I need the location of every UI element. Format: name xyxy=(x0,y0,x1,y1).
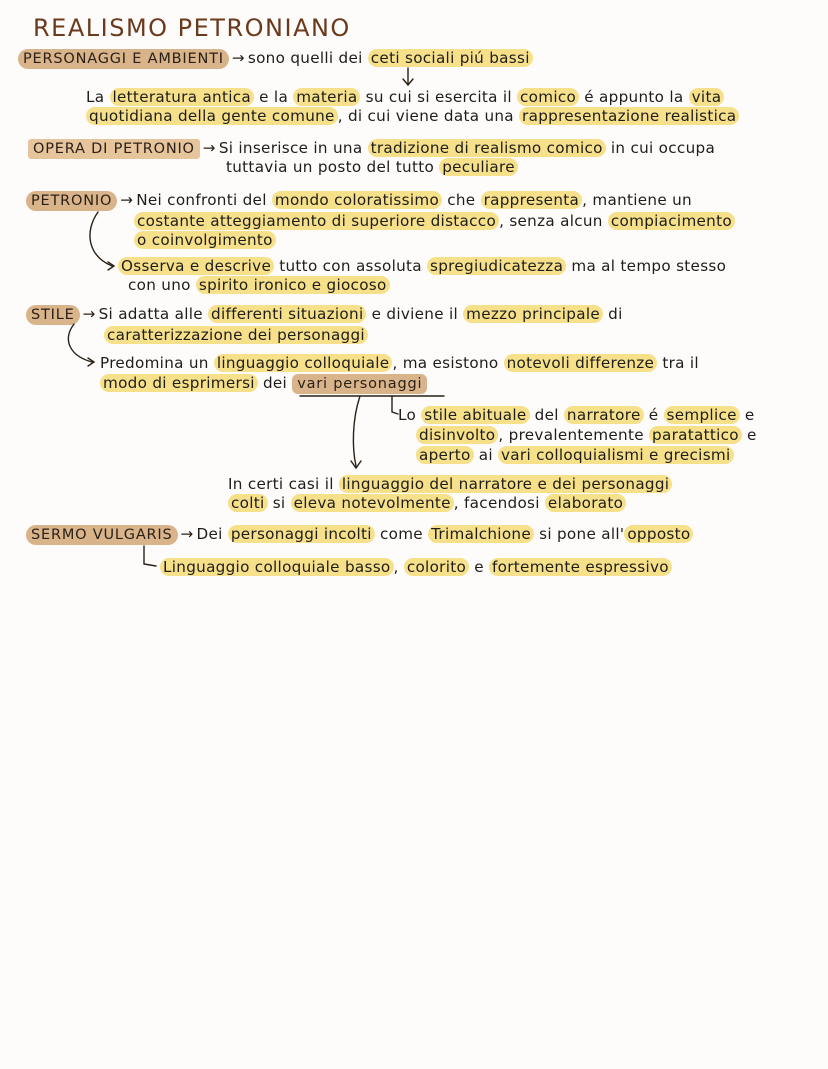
highlight: colorito xyxy=(404,558,469,576)
text: é xyxy=(648,406,659,424)
highlight: opposto xyxy=(624,525,693,543)
highlight: rappresenta xyxy=(481,191,583,209)
highlight: ceti sociali piú bassi xyxy=(368,49,533,67)
paragraph-line xyxy=(134,212,735,231)
text: Nei confronti del xyxy=(136,191,267,209)
paragraph-line xyxy=(100,374,429,394)
highlight: aperto xyxy=(416,446,474,464)
tag-sermo-vulgaris: SERMO VULGARIS xyxy=(26,525,178,545)
text: si pone all' xyxy=(539,525,625,543)
down-arrow-head xyxy=(403,79,413,85)
arrow-icon: → xyxy=(120,191,134,209)
text: é appunto la xyxy=(584,88,684,106)
highlight: o coinvolgimento xyxy=(134,231,276,249)
highlight: semplice xyxy=(664,406,740,424)
text: In certi casi il xyxy=(228,475,334,493)
text: e la xyxy=(259,88,289,106)
text: , ma esistono xyxy=(392,354,499,372)
highlight: fortemente espressivo xyxy=(489,558,672,576)
paragraph-line xyxy=(86,107,739,126)
text: e xyxy=(474,558,484,576)
text: dei xyxy=(262,374,288,392)
arrow-icon: → xyxy=(180,525,194,543)
highlight: narratore xyxy=(564,406,644,424)
paragraph-line xyxy=(128,276,390,295)
text: del xyxy=(534,406,559,424)
text: , di cui viene data una xyxy=(337,107,514,125)
highlight: Trimalchione xyxy=(428,525,534,543)
text: si xyxy=(272,494,286,512)
highlight: linguaggio del narratore e dei personaggi xyxy=(339,475,672,493)
highlight: Osserva e descrive xyxy=(118,257,274,275)
text: Si inserisce in una xyxy=(218,139,363,157)
curved-arrow-icon xyxy=(90,212,112,266)
highlight: quotidiana della gente comune xyxy=(86,107,338,125)
highlight: notevoli differenze xyxy=(504,354,658,372)
text: , xyxy=(393,558,399,576)
paragraph-line xyxy=(228,494,626,513)
highlight: tradizione di realismo comico xyxy=(368,139,606,157)
section-stile xyxy=(26,305,623,325)
paragraph-line xyxy=(160,558,672,577)
curved-arrow-icon xyxy=(68,324,92,362)
branch-line xyxy=(416,446,734,465)
text: di xyxy=(608,305,623,323)
highlight: modo di esprimersi xyxy=(100,374,258,392)
highlight: mezzo principale xyxy=(463,305,603,323)
highlight: colti xyxy=(228,494,268,512)
paragraph-line xyxy=(86,88,724,107)
branch-arrow-icon xyxy=(144,546,156,566)
arrow-icon: → xyxy=(231,49,245,67)
tag-petronio: PETRONIO xyxy=(26,191,117,211)
text: , senza alcun xyxy=(499,212,603,230)
text: ai xyxy=(478,446,493,464)
text: sono quelli dei xyxy=(247,49,363,67)
highlight: spregiudicatezza xyxy=(427,257,566,275)
tag-vari-personaggi: vari personaggi xyxy=(292,374,427,394)
text: tuttavia un posto del tutto xyxy=(226,158,435,176)
highlight: paratattico xyxy=(649,426,742,444)
text: Lo xyxy=(398,406,417,424)
page-title: REALISMO PETRONIANO xyxy=(33,14,351,42)
text: , facendosi xyxy=(453,494,540,512)
highlight: personaggi incolti xyxy=(228,525,375,543)
text: con uno xyxy=(128,276,191,294)
text: Si adatta alle xyxy=(98,305,203,323)
text: ma al tempo stesso xyxy=(571,257,727,275)
paragraph-line xyxy=(104,326,368,345)
arrow-icon: → xyxy=(202,139,216,157)
highlight: elaborato xyxy=(545,494,626,512)
paragraph-line xyxy=(118,257,726,276)
highlight: disinvolto xyxy=(416,426,498,444)
text: e xyxy=(747,426,757,444)
text: tutto con assoluta xyxy=(279,257,422,275)
paragraph-line xyxy=(134,231,276,250)
section-opera-di-petronio xyxy=(28,139,715,159)
highlight: differenti situazioni xyxy=(208,305,366,323)
highlight: costante atteggiamento di superiore distacco xyxy=(134,212,499,230)
highlight: comico xyxy=(517,88,579,106)
text: e xyxy=(744,406,755,424)
text: su cui si esercita il xyxy=(365,88,512,106)
text: come xyxy=(379,525,423,543)
highlight: spirito ironico e giocoso xyxy=(196,276,390,294)
highlight: Linguaggio colloquiale basso xyxy=(160,558,394,576)
highlight: caratterizzazione dei personaggi xyxy=(104,326,368,344)
section-personaggi-ambienti xyxy=(18,49,533,69)
text: Dei xyxy=(196,525,223,543)
highlight: vari colloquialismi e grecismi xyxy=(498,446,734,464)
highlight: materia xyxy=(293,88,360,106)
highlight: letteratura antica xyxy=(110,88,255,106)
paragraph-line xyxy=(228,475,672,494)
highlight: vita xyxy=(689,88,725,106)
highlight: rappresentazione realistica xyxy=(519,107,739,125)
down-arrow-icon xyxy=(353,396,360,466)
text: , prevalentemente xyxy=(498,426,644,444)
section-petronio xyxy=(26,191,692,211)
highlight: eleva notevolmente xyxy=(291,494,454,512)
highlight: linguaggio colloquiale xyxy=(214,354,393,372)
text: in cui occupa xyxy=(610,139,716,157)
highlight: peculiare xyxy=(439,158,518,176)
branch-line xyxy=(398,406,755,425)
tag-personaggi-ambienti: PERSONAGGI E AMBIENTI xyxy=(18,49,229,69)
tag-opera-di-petronio: OPERA DI PETRONIO xyxy=(28,139,200,159)
text: che xyxy=(447,191,476,209)
curved-arrow-head xyxy=(108,262,114,270)
branch-line xyxy=(416,426,757,445)
down-arrow-head xyxy=(351,461,361,468)
tag-stile: STILE xyxy=(26,305,80,325)
text: La xyxy=(86,88,105,106)
text: Predomina un xyxy=(100,354,209,372)
highlight: compiacimento xyxy=(608,212,735,230)
highlight: mondo coloratissimo xyxy=(272,191,442,209)
paragraph-line xyxy=(226,158,518,177)
text: e diviene il xyxy=(371,305,459,323)
curved-arrow-head xyxy=(88,358,94,366)
paragraph-line xyxy=(100,354,699,373)
section-sermo-vulgaris xyxy=(26,525,693,545)
text: , mantiene un xyxy=(582,191,692,209)
text: tra il xyxy=(662,354,699,372)
arrow-icon: → xyxy=(82,305,96,323)
highlight: stile abituale xyxy=(421,406,529,424)
